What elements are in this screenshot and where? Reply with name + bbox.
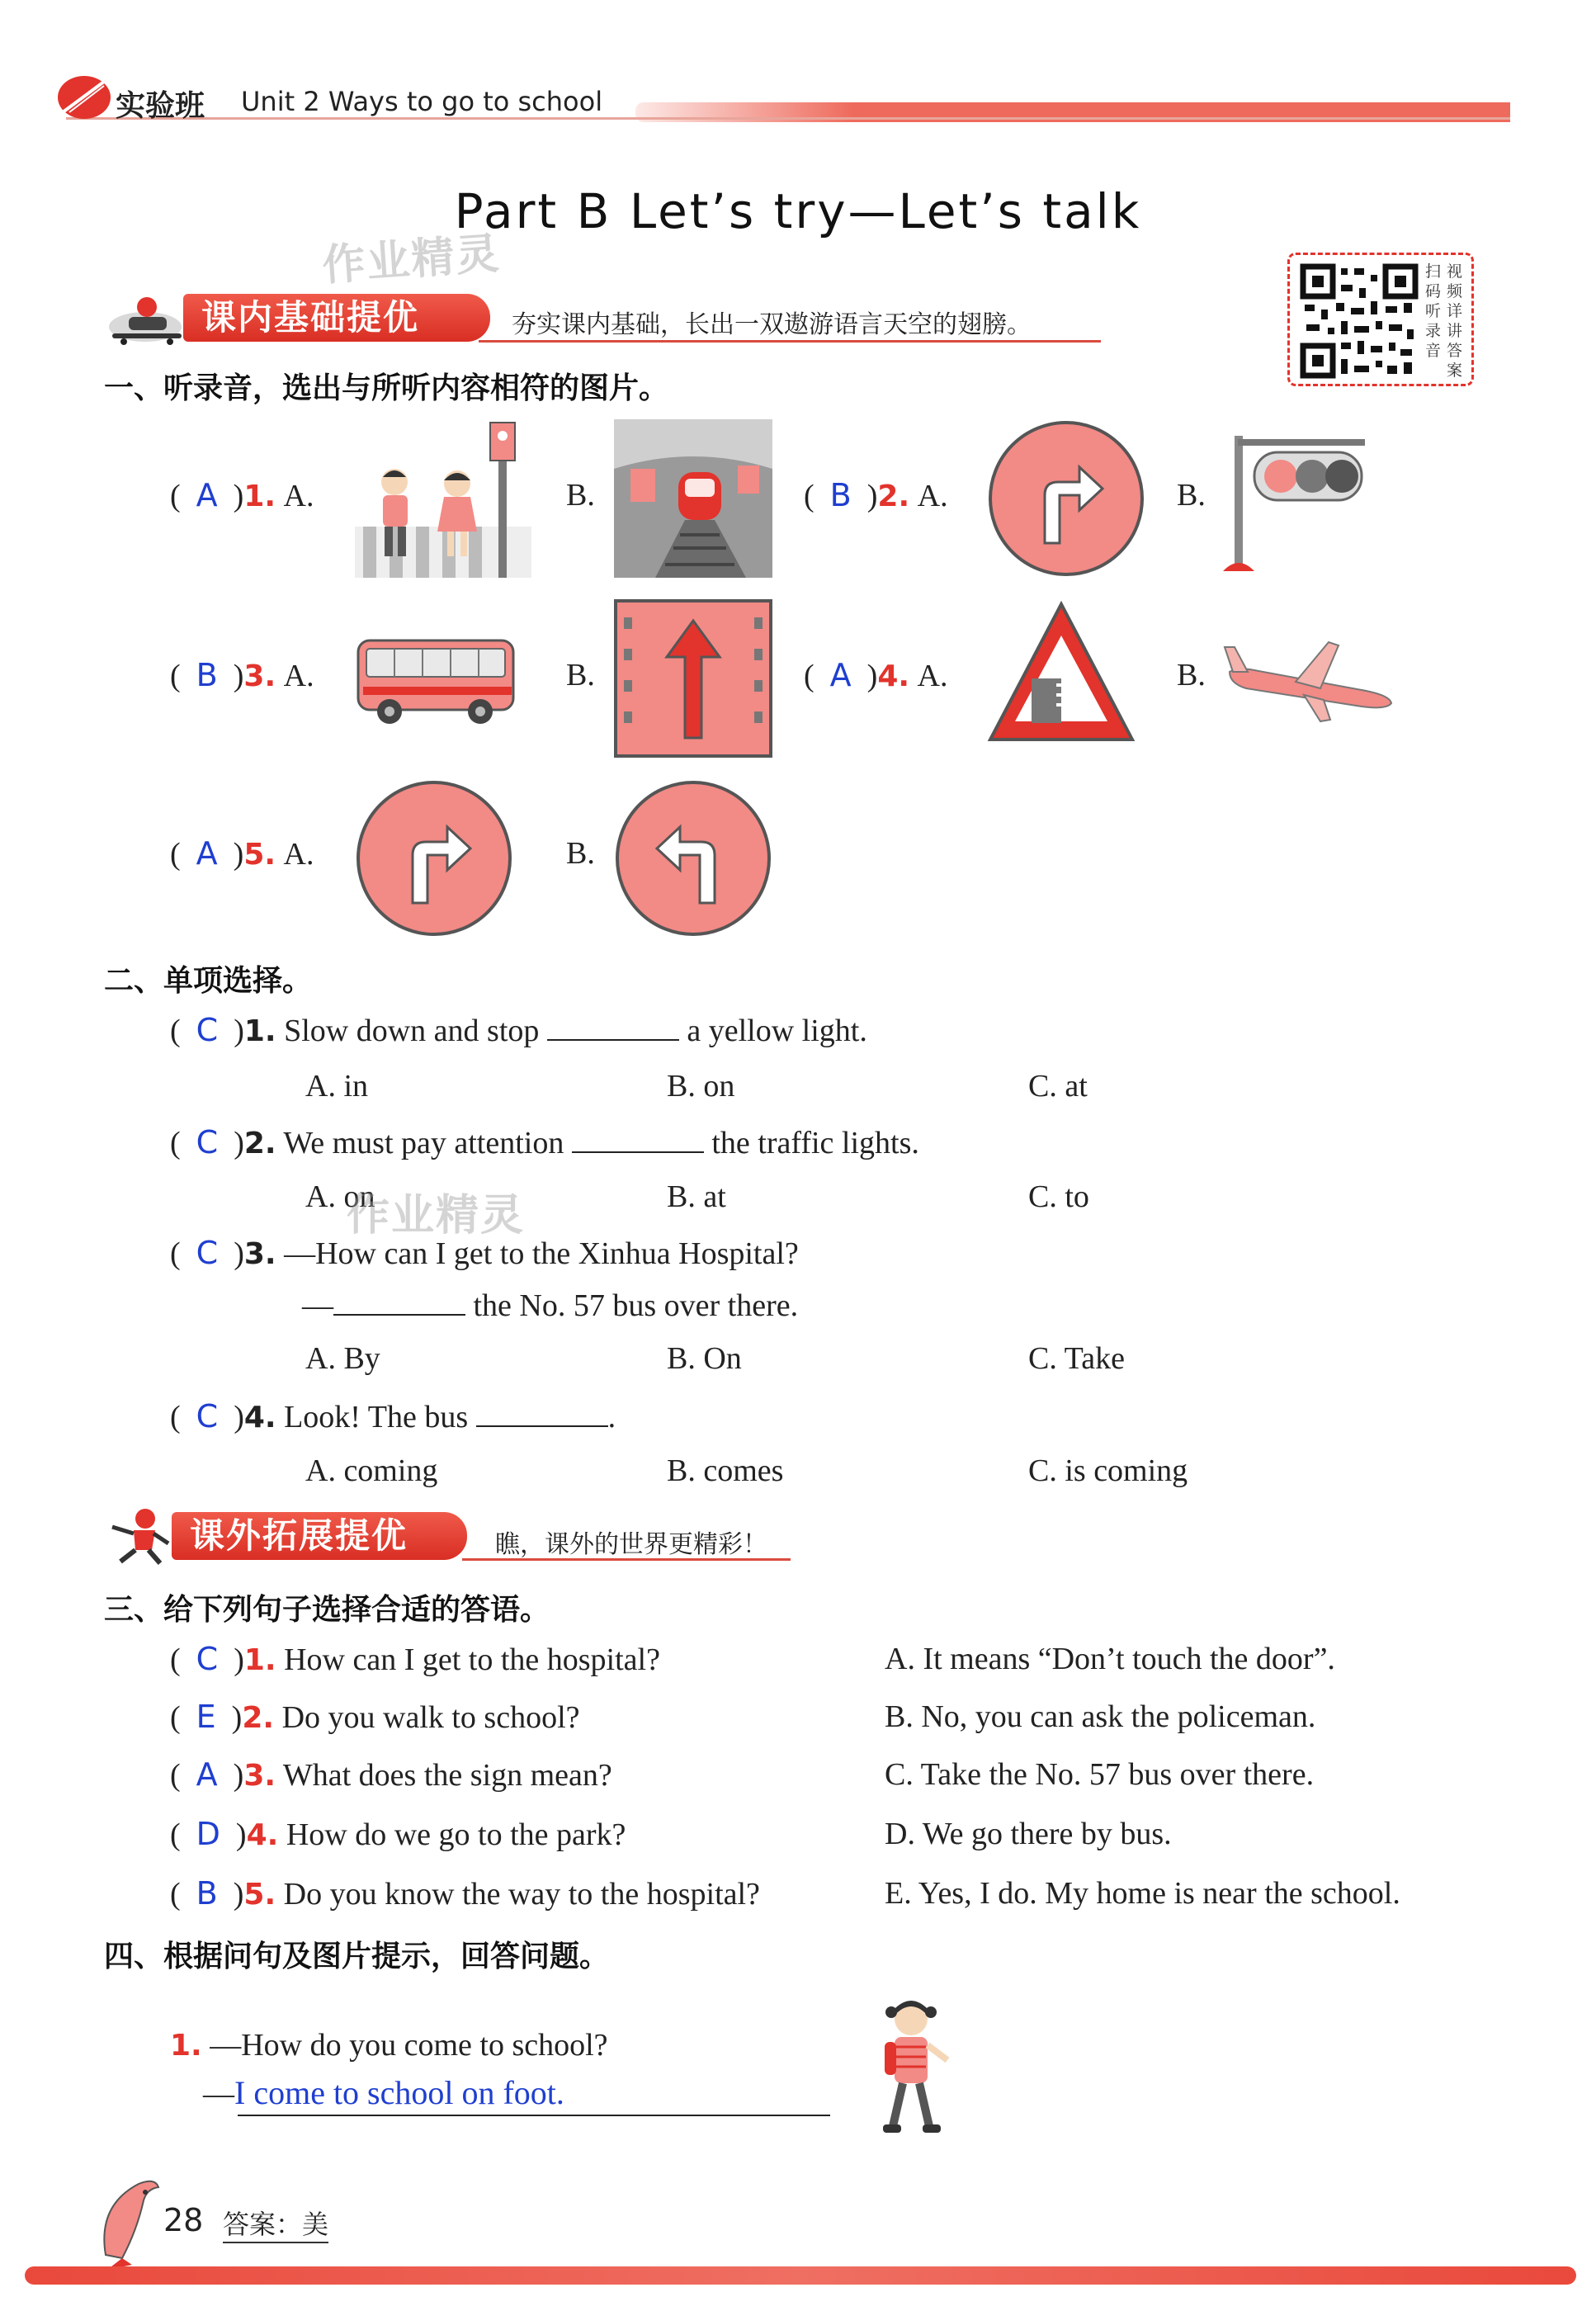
written-answer: I come to school on foot. [234,2074,564,2111]
unit-title: Unit 2 Ways to go to school [241,86,603,117]
q3-option-e: E. Yes, I do. My home is near the school. [885,1876,1400,1911]
qr-box[interactable] [1287,253,1474,386]
answer: C [196,1012,219,1048]
answer-blank[interactable] [547,1016,679,1041]
q1-item-4-option-b: B. [1177,658,1206,692]
page-number: 28 [163,2202,204,2238]
q1-item-3-option-b: B. [566,658,595,692]
item-number: 1. [243,1643,276,1677]
item-number: 4. [243,1401,276,1434]
turn-left-sign-icon [614,779,772,938]
question-text: the traffic lights. [711,1126,919,1160]
q2-item-3-line-2 [302,1288,798,1324]
traffic-light-icon [1221,419,1375,578]
q1-item-5-option-b: B. [566,836,595,871]
option-a-label: A. [917,479,948,513]
item-number: 3. [243,659,276,693]
item-number: 2. [877,480,910,513]
item-number: 5. [243,1878,276,1912]
question-text: Slow down and stop [284,1014,540,1048]
q1-item-1: ( A )1. A. [170,477,314,513]
girl-walking-icon [870,1996,957,2141]
header-rule [66,117,1510,120]
dash: — [203,2077,234,2111]
answer: C [196,1398,219,1434]
qr-code-icon[interactable] [1300,263,1419,379]
skateboarder-icon [96,294,187,345]
question-text: Look! The bus [284,1400,469,1434]
q1-item-5: ( A )5. A. [170,835,314,872]
q3-option-c: C. Take the No. 57 bus over there. [885,1757,1315,1792]
answer: C [196,1235,219,1271]
watermark: 作业精灵 [320,229,503,291]
footer-decor-bar [25,2266,1576,2285]
q2-item-4-option-b: B. comes [667,1453,784,1488]
feather-logo-icon [53,69,114,122]
q3-option-d: D. We go there by bus. [885,1817,1172,1851]
q2-item-2: ( C )2. We must pay attention the traffic lights. [170,1124,919,1160]
answer: A [196,835,218,872]
section-banner-basic: 课内基础提优 [183,294,490,342]
banner-underline [479,340,1101,343]
question-1-title: 一、听录音，选出与所听内容相符的图片。 [104,371,669,405]
answer: A [196,477,218,513]
question-text: How do we go to the park? [286,1817,626,1852]
answer: B [196,657,218,693]
item-number: 1. [243,480,276,513]
q2-item-1: ( C )1. Slow down and stop a yellow light. [170,1012,867,1048]
q2-item-3: ( C )3. —How can I get to the Xinhua Hospital? [170,1235,799,1271]
q1-item-1-option-b: B. [566,478,595,513]
section-motto: 夯实课内基础，长出一双遨游语言天空的翅膀。 [512,311,1032,338]
answer-blank[interactable] [572,1128,704,1153]
q2-item-3-option-c: C. Take [1028,1341,1125,1376]
answer: A [196,1756,218,1793]
crosswalk-children-icon [355,419,531,578]
q2-item-1-option-a: A. in [305,1069,368,1104]
q4-item-1-question [170,2027,608,2063]
q3-item-3: ( A )3. What does the sign mean? [170,1756,612,1793]
question-4-title: 四、根据问句及图片提示，回答问题。 [104,1940,610,1973]
item-number: 4. [246,1818,279,1852]
q2-item-1-option-c: C. at [1028,1069,1088,1104]
answer: B [829,477,852,513]
qr-caption: 扫码听录音 [1425,262,1442,360]
turn-right-sign-icon [355,779,513,938]
item-number: 1. [170,2029,202,2063]
q4-item-1-answer-line [203,2073,564,2112]
item-number: 5. [243,838,276,872]
answer-blank[interactable] [476,1402,608,1427]
question-2-title: 二、单项选择。 [104,964,313,998]
question-text: . [607,1400,616,1434]
section-banner-extended: 课外拓展提优 [172,1512,467,1560]
question-3-title: 三、给下列句子选择合适的答语。 [104,1593,550,1627]
answer-blank[interactable] [333,1291,465,1316]
q1-item-4: ( A )4. A. [804,657,948,693]
item-number: 4. [877,659,910,693]
question-text: What does the sign mean? [282,1758,612,1793]
qr-caption-2: 视频详讲答案 [1447,262,1463,380]
q2-item-4: ( C )4. Look! The bus . [170,1398,616,1434]
answer-line[interactable] [238,2115,830,2116]
q1-item-2: ( B )2. A. [804,477,948,513]
q3-option-b: B. No, you can ask the policeman. [885,1699,1316,1734]
q2-item-2-option-b: B. at [667,1179,726,1214]
question-text: Do you know the way to the hospital? [283,1877,760,1912]
q1-item-2-option-b: B. [1177,478,1206,513]
dolphin-icon [89,2172,160,2271]
section-motto: 瞧，课外的世界更精彩！ [495,1531,767,1558]
q3-item-1: ( C )1. How can I get to the hospital? [170,1641,660,1677]
answer: C [196,1124,219,1160]
airplane-icon [1221,636,1396,726]
turn-right-sign-icon [987,419,1145,578]
option-a-label: A. [283,479,314,513]
watermark: 作业精灵 [347,1191,526,1241]
runner-icon [97,1507,172,1565]
q2-item-4-option-a: A. coming [305,1453,438,1488]
question-text: —How do you come to school? [210,2028,608,2063]
option-a-label: A. [283,837,314,872]
subway-train-icon [614,419,772,578]
answer: B [196,1875,218,1912]
question-text: How can I get to the hospital? [284,1642,660,1677]
option-a-label: A. [917,659,948,693]
question-text: Do you walk to school? [281,1700,580,1735]
page-title: Part B Let’s try—Let’s talk [454,183,1142,239]
answer: D [196,1816,220,1852]
q3-option-a: A. It means “Don’t touch the door”. [885,1642,1335,1676]
q3-item-4: ( D )4. How do we go to the park? [170,1816,626,1852]
q3-item-2: ( E )2. Do you walk to school? [170,1699,580,1735]
item-number: 3. [243,1759,276,1793]
q2-item-2-option-c: C. to [1028,1179,1089,1214]
item-number: 1. [243,1014,276,1048]
item-number: 2. [242,1701,275,1735]
question-text: We must pay attention [283,1126,564,1160]
question-text: —How can I get to the Xinhua Hospital? [284,1236,799,1271]
warning-hand-sign-icon [987,599,1136,748]
item-number: 2. [243,1127,276,1160]
q2-item-1-option-b: B. on [667,1069,735,1104]
answer: A [829,657,852,693]
bus-icon [355,632,520,728]
dash: — [302,1288,333,1323]
q2-item-4-option-c: C. is coming [1028,1453,1188,1488]
answer: C [196,1641,219,1677]
straight-ahead-sign-icon [614,599,772,758]
item-number: 3. [243,1237,276,1271]
question-text: the No. 57 bus over there. [473,1288,799,1323]
option-a-label: A. [283,659,314,693]
answer: E [196,1699,216,1735]
q2-item-2-option-a: A. on [305,1179,375,1214]
q2-item-3-option-b: B. On [667,1341,742,1376]
brand-name: 实验班 [116,89,205,123]
q3-item-5: ( B )5. Do you know the way to the hospital? [170,1875,760,1912]
footer-answer-label: 答案：美 [223,2204,328,2243]
question-text: a yellow light. [687,1014,867,1048]
q2-item-3-option-a: A. By [305,1341,380,1376]
q1-item-3: ( B )3. A. [170,657,314,693]
